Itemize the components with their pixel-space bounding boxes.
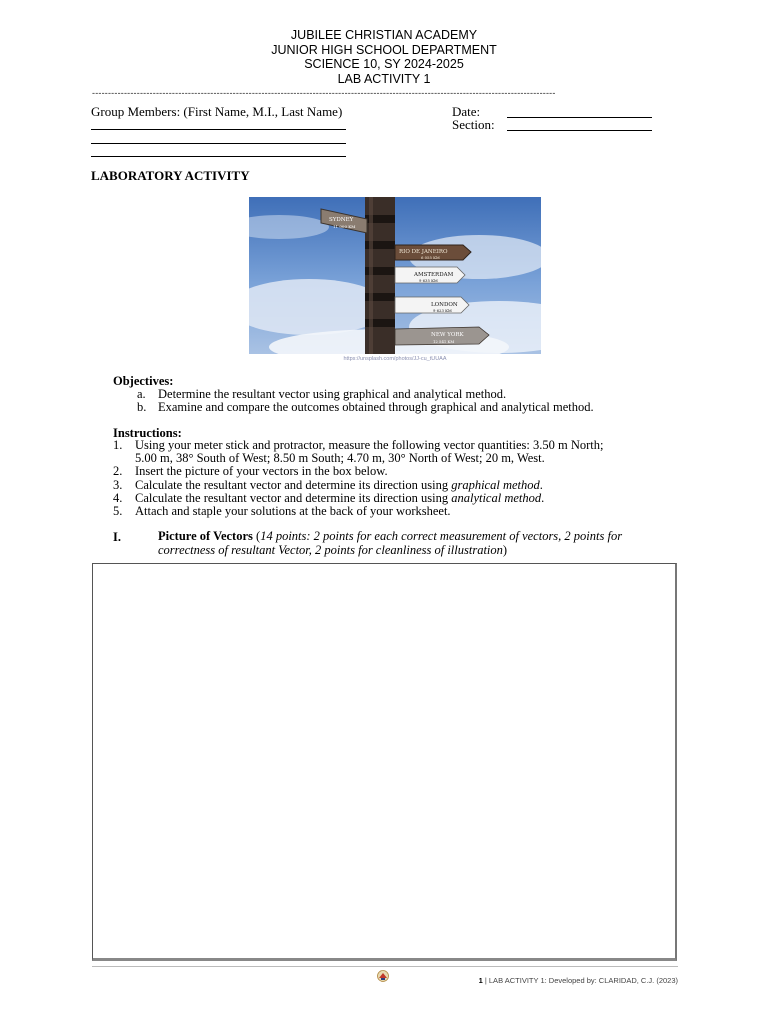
subject-year: SCIENCE 10, SY 2024-2025 — [304, 57, 464, 71]
dashed-divider: ------------------------------------------------------------------------------------------------------------------------------------------------- — [92, 88, 556, 98]
sign-new-york — [395, 327, 489, 345]
section-label: Section: — [452, 117, 495, 132]
document-header — [0, 28, 768, 86]
objective-text: Examine and compare the outcomes obtained through graphical and analytical method. — [158, 400, 594, 415]
school-name: JUBILEE CHRISTIAN ACADEMY — [290, 28, 478, 42]
sign-sydney-dist: 11 000 KM — [333, 224, 356, 229]
sign-new-york-dist: 12 541 KM — [433, 339, 455, 344]
group-member-line-3[interactable] — [91, 156, 346, 157]
objective-text: Determine the resultant vector using graphical and analytical method. — [158, 387, 507, 401]
objectives-list — [137, 388, 677, 414]
group-member-line-1[interactable] — [91, 129, 346, 130]
sign-rio — [395, 245, 471, 260]
department-name: JUNIOR HIGH SCHOOL DEPARTMENT — [271, 42, 497, 57]
section-title: Picture of Vectors — [158, 529, 253, 543]
instruction-text-part: Calculate the resultant vector and determine its direction using — [135, 477, 452, 492]
objective-marker: b. — [137, 400, 147, 415]
footer-divider — [92, 966, 678, 967]
instruction-number: 5. — [113, 504, 123, 519]
group-member-line-2[interactable] — [91, 143, 346, 144]
sign-amsterdam — [395, 267, 465, 283]
instruction-text: Using your meter stick and protractor, measure the following vector quantities: 3.50 m North; — [135, 438, 604, 452]
page-number: 1 — [478, 976, 483, 985]
section-points-cont: correctness of resultant Vector, 2 points for cleanliness of illustration — [158, 542, 503, 557]
sign-london-dist: 9 623 KM — [433, 308, 452, 313]
sign-rio-dist: 6 055 KM — [421, 255, 440, 260]
section-points: 14 points: 2 points for each correct measurement of vectors, 2 points for — [260, 529, 623, 543]
instruction-emphasis: graphical method — [451, 477, 540, 492]
vector-picture-box[interactable] — [92, 563, 677, 961]
instruction-text-part: . — [541, 490, 545, 505]
objective-marker: a. — [137, 387, 146, 401]
instructions-list — [113, 439, 678, 518]
instruction-text-cont: 5.00 m, 38° South of West; 8.50 m South; 4.70 m, 30° North of West; 20 m, West. — [135, 451, 545, 466]
objective-item — [137, 401, 677, 414]
date-line[interactable] — [507, 117, 652, 118]
footer-separator: | — [482, 976, 489, 985]
section-paren-close: ) — [502, 542, 508, 557]
group-members-label: Group Members: (First Name, M.I., Last Name) — [91, 104, 343, 119]
sign-new-york-name: NEW YORK — [431, 332, 464, 338]
instruction-number: 1. — [113, 438, 123, 452]
instructions-heading: Instructions: — [113, 426, 182, 440]
photo-credit: https://unsplash.com/photos/JJ-cu_tUUAA — [343, 356, 447, 362]
instruction-text: Insert the picture of your vectors in the box below. — [135, 464, 388, 479]
sign-london — [395, 297, 469, 313]
section-paren-open: ( — [252, 529, 261, 543]
section-numeral: I. — [113, 530, 121, 544]
instruction-item — [113, 505, 678, 518]
instruction-text: Attach and staple your solutions at the back of your worksheet. — [135, 504, 451, 519]
school-logo-icon — [376, 970, 390, 982]
instruction-number: 4. — [113, 490, 123, 505]
instruction-number: 3. — [113, 477, 123, 492]
instruction-item — [113, 439, 678, 465]
instruction-number: 2. — [113, 464, 123, 479]
activity-title: LABORATORY ACTIVITY — [91, 168, 250, 183]
signpost-photo — [249, 197, 541, 354]
sign-amsterdam-name: AMSTERDAM — [414, 272, 454, 278]
sign-amsterdam-dist: 9 635 KM — [419, 278, 438, 283]
sign-london-name: LONDON — [431, 302, 458, 308]
instruction-text-part: . — [539, 477, 543, 492]
activity-label: LAB ACTIVITY 1 — [337, 71, 431, 86]
footer-text: LAB ACTIVITY 1: Developed by: CLARIDAD, C.J. (2023) — [488, 976, 678, 985]
section-heading — [158, 530, 678, 557]
signpost-illustration — [249, 197, 541, 354]
sign-sydney-name: SYDNEY — [329, 217, 354, 223]
sign-rio-name: RIO DE JANEIRO — [399, 249, 448, 255]
instruction-emphasis: analytical method — [451, 490, 542, 505]
objectives-heading: Objectives: — [113, 374, 174, 388]
date-label: Date: — [452, 104, 481, 119]
page-footer — [479, 976, 678, 985]
instruction-text-part: Calculate the resultant vector and determine its direction using — [135, 490, 452, 505]
section-line[interactable] — [507, 130, 652, 131]
